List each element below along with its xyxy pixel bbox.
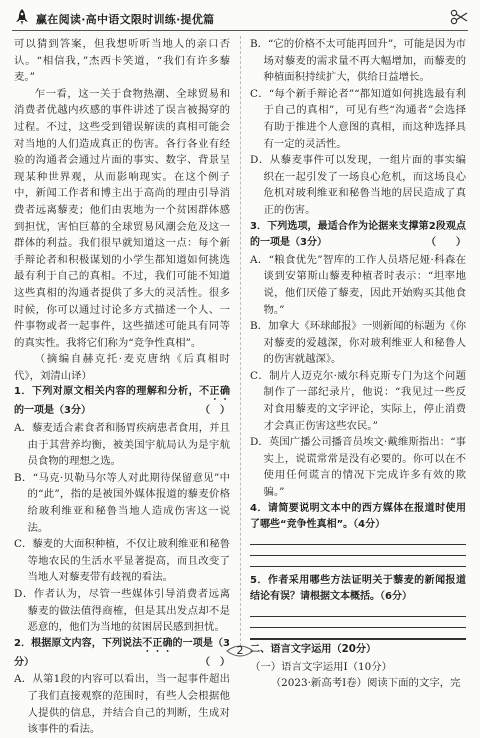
option-b: B．加拿大《环球邮报》一则新闻的标题为《你对藜麦的爱越深，你对玻利维亚人和秘鲁人的伤害就越深》。 <box>250 320 466 366</box>
answer-line[interactable] <box>250 555 466 556</box>
answer-paren[interactable]: （ ） <box>200 656 230 668</box>
option-d: D．从藜麦事件可以发现，一组片面的事实编织在一起引发了一场良心危机，而这场良心危机对玻利维亚和秘鲁当地的居民造成了真正的伤害。 <box>250 154 466 216</box>
page-header <box>12 6 468 31</box>
option-c: C．藜麦的大面积种植，不仅让玻利维亚和秘鲁等地农民的生活水平显著提高，而且改变了当地人对藜麦带有歧视的看法。 <box>14 538 230 584</box>
question-1-stem: 1．下列对原文相关内容的理解和分析，不正确的一项是（3分） （ ） <box>14 384 230 420</box>
option-c: C．“每个新手辩论者”“都知道如何挑选最有利于自己的真相”，可见有些“沟通者”会选择有助于推进个人意图的真相，而这种选择具有一定的灵活性。 <box>250 87 466 150</box>
left-column <box>14 36 230 738</box>
option-b: B．“马克·贝勒马尔等人对此期待保留意见”中的“此”，指的是被国外媒体报道的藜麦价格给玻利维亚和秘鲁当地人造成伤害这一说法。 <box>14 471 230 534</box>
option-d: D．英国广播公司播音员埃文·戴维斯指出：“事实上，说谎常常是没有必要的。你可以在不使用任何谎言的情况下完成许多有效的欺骗。” <box>250 436 466 499</box>
option-a: A．“粮食优先”智库的工作人员塔尼娅·科森在谈到安第斯山藜麦种植者时表示：“坦率地说，他们厌倦了藜麦，因此开始购买其他食物。” <box>250 253 466 316</box>
rocket-icon <box>14 8 30 26</box>
passage-source: （摘编自赫克托·麦克唐纳《后真相时代》，刘清山译） <box>14 353 230 382</box>
option-d: D．作者认为，尽管一些媒体引导消费者远离藜麦的做法值得商榷，但是其出发点却不是恶意的，他们为当地的贫困居民感到担忧。 <box>14 588 230 634</box>
column-divider <box>240 36 241 646</box>
question-3-stem: 3．下列选项，最适合作为论据来支撑第2段观点的一项是（3分） （ ） <box>250 219 466 252</box>
answer-paren[interactable]: （ ） <box>426 237 466 249</box>
option-a: A．藜麦适合素食者和肠胃疾病患者食用，并且由于其营养均衡，被美国宇航局认为是宇航员食物的理想之选。 <box>14 422 230 468</box>
option-b: B．“它的价格不太可能再回升”，可能是因为市场对藜麦的需求量不再大幅增加，而藜麦的种植面积持续扩大，供给日益增长。 <box>250 38 466 84</box>
answer-line[interactable] <box>250 566 466 567</box>
page-number: 2 <box>225 639 255 661</box>
subsection-title: （一）语言文字运用Ⅰ（10分） <box>250 660 393 673</box>
right-column <box>250 36 466 692</box>
answer-paren[interactable]: （ ） <box>200 405 230 417</box>
section-title: 二、语言文字运用（20分） <box>250 639 466 659</box>
option-c: C．制片人迈克尔·威尔科克斯专门为这个问题制作了一部纪录片，他说：“我见过一些反对食用藜麦的文字评论，实际上，停止消费才会真正伤害这些农民。” <box>250 369 466 432</box>
scissors-icon <box>450 8 468 26</box>
passage-paragraph: 可以猜到答案，但我想听听当地人的亲口否认。“相信我，”杰西卡笑道，“我们有许多藜麦。” <box>14 38 230 84</box>
answer-line[interactable] <box>250 544 466 545</box>
question-5-stem: 5．作者采用哪些方法证明关于藜麦的新闻报道结论有误？请根据文本概括。（6分） <box>250 574 466 603</box>
option-a: A．从第1段的内容可以看出，当一起事件超出了我们直接观察的范围时，有些人会根据他人提供的信息，并结合自己的判断，生成对该事件的看法。 <box>14 673 230 736</box>
section-lead: （2023·新高考Ⅰ卷）阅读下面的文字，完 <box>270 677 461 690</box>
answer-line[interactable] <box>250 627 466 628</box>
answer-line[interactable] <box>250 616 466 617</box>
question-4-stem: 4．请简要说明文本中的西方媒体在报道时使用了哪些“竞争性真相”。（4分） <box>250 502 466 531</box>
passage-paragraph: 乍一看，这一关于食物热潮、全球贸易和消费者优越内疚感的事件讲述了误言被揭穿的过程。不过，这些受到错误解读的真相可能会对当地的人们造成真正的伤害。各行各业有经验的沟通者会通过片面的事实、数字、背景呈现某种世界观，从而影响现实。在这个例子中，新闻工作者和博主出于高尚的理由引导消费者远离藜麦；他们由衷地为一个贫困群体感到担忧，害怕巨幕的全球贸易风潮会危及这一群体的利益。我们很早就知道这一点：每个新手辩论者和积极谋划的小学生都知道如何挑选最有利于自己的真相。不过，我们可能不知道这些真相的沟通者提供了多大的灵活性。很多时候，你可以通过讨论多方式描述一个人、一件事物或者一起事件，这些描述可能具有同等的真实性。我将它们称为“竞争性真相”。 <box>14 87 230 349</box>
question-2-stem: 2．根据原文内容，下列说法不正确的一项是（3分） （ ） <box>14 636 230 672</box>
header-title: 赢在阅读·高中语文限时训练·提优篇 <box>36 13 215 26</box>
